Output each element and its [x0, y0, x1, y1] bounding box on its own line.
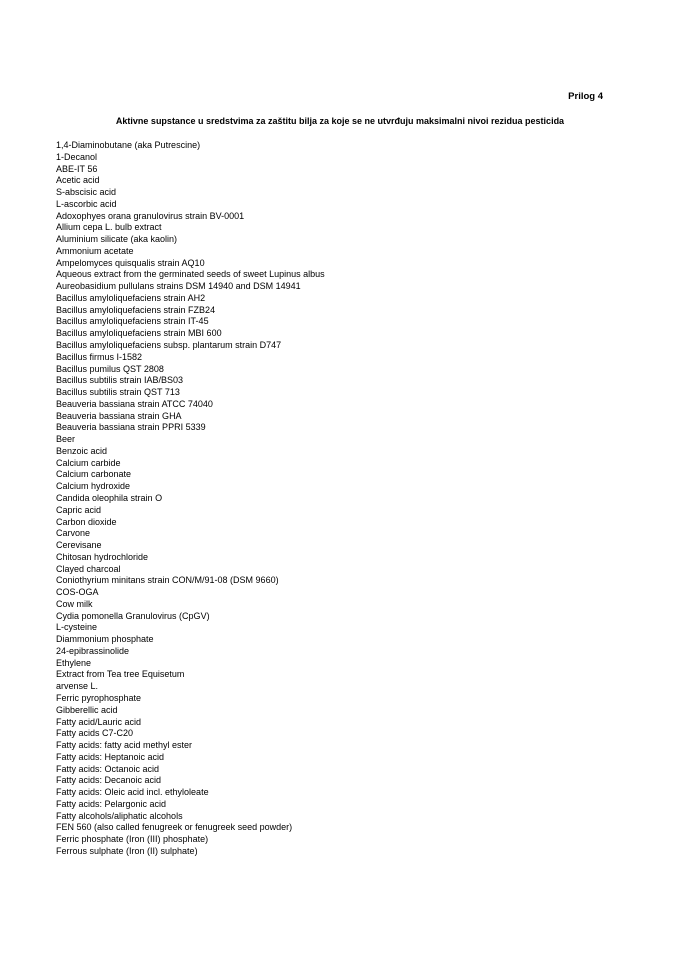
substance-item: Ferric phosphate (Iron (III) phosphate) — [56, 834, 209, 845]
substance-item: Cow milk — [56, 598, 93, 609]
substance-item: Ammonium acetate — [56, 245, 134, 256]
substance-item: Bacillus firmus I-1582 — [56, 351, 143, 362]
substance-item: Fatty acids: Oleic acid incl. ethyloleate — [56, 787, 209, 798]
substance-item: arvense L. — [56, 681, 99, 692]
substance-item: Benzoic acid — [56, 445, 108, 456]
substance-item: Carvone — [56, 528, 91, 539]
substance-item: FEN 560 (also called fenugreek or fenugreek seed powder) — [56, 822, 293, 833]
substance-item: Carbon dioxide — [56, 516, 117, 527]
substance-item: Calcium carbide — [56, 457, 121, 468]
substance-item: Cydia pomonella Granulovirus (CpGV) — [56, 610, 210, 621]
substance-item: Clayed charcoal — [56, 563, 121, 574]
substance-item: Fatty acids C7-C20 — [56, 728, 134, 739]
substance-item: Diammonium phosphate — [56, 634, 154, 645]
substance-item: Ferrous sulphate (Iron (II) sulphate) — [56, 845, 198, 856]
substance-item: Allium cepa L. bulb extract — [56, 222, 162, 233]
substance-item: Fatty acids: Octanoic acid — [56, 763, 160, 774]
substance-item: COS-OGA — [56, 587, 99, 598]
substance-item: Fatty acids: Decanoic acid — [56, 775, 162, 786]
substance-item: Calcium carbonate — [56, 469, 132, 480]
substance-item: Bacillus subtilis strain IAB/BS03 — [56, 375, 184, 386]
substance-item: Gibberellic acid — [56, 704, 118, 715]
substance-item: Bacillus amyloliquefaciens strain MBI 600 — [56, 328, 222, 339]
substance-item: Fatty acids: fatty acid methyl ester — [56, 740, 193, 751]
substance-item: Beauveria bassiana strain PPRI 5339 — [56, 422, 206, 433]
substance-item: Ethylene — [56, 657, 92, 668]
substance-item: Extract from Tea tree Equisetum — [56, 669, 185, 680]
substance-item: Capric acid — [56, 504, 102, 515]
substance-item: Coniothyrium minitans strain CON/M/91-08 (DSM 9660) — [56, 575, 279, 586]
substance-item: Cerevisane — [56, 540, 102, 551]
substance-item: 1-Decanol — [56, 151, 98, 162]
substance-item: Fatty acids: Pelargonic acid — [56, 798, 167, 809]
substance-item: S-abscisic acid — [56, 187, 117, 198]
substance-item: Aqueous extract from the germinated seeds of sweet Lupinus albus — [56, 269, 325, 280]
substance-item: Ampelomyces quisqualis strain AQ10 — [56, 257, 205, 268]
substance-item: Aureobasidium pullulans strains DSM 14940 and DSM 14941 — [56, 281, 301, 292]
substance-item: 1,4-Diaminobutane (aka Putrescine) — [56, 140, 201, 150]
substance-item: L-cysteine — [56, 622, 98, 633]
substance-item: Bacillus amyloliquefaciens subsp. plantarum strain D747 — [56, 340, 282, 351]
substance-item: Beauveria bassiana strain GHA — [56, 410, 182, 421]
substance-item: Candida oleophila strain O — [56, 492, 163, 503]
substance-item: Bacillus amyloliquefaciens strain FZB24 — [56, 304, 216, 315]
substance-item: Fatty acid/Lauric acid — [56, 716, 142, 727]
substance-item: L-ascorbic acid — [56, 198, 117, 209]
substance-list — [56, 140, 325, 858]
substance-item: Bacillus amyloliquefaciens strain AH2 — [56, 292, 206, 303]
substance-item: Ferric pyrophosphate — [56, 692, 142, 703]
substance-item: 24-epibrassinolide — [56, 645, 130, 656]
substance-item: Beer — [56, 434, 76, 445]
substance-item: Fatty alcohols/aliphatic alcohols — [56, 810, 183, 821]
substance-item: Chitosan hydrochloride — [56, 551, 149, 562]
substance-item: Calcium hydroxide — [56, 481, 131, 492]
substance-item: Bacillus pumilus QST 2808 — [56, 363, 164, 374]
substance-item: ABE-IT 56 — [56, 163, 98, 174]
substance-item: Aluminium silicate (aka kaolin) — [56, 234, 178, 245]
substance-item: Fatty acids: Heptanoic acid — [56, 751, 165, 762]
annex-label: Prilog 4 — [568, 91, 603, 102]
substance-item: Bacillus subtilis strain QST 713 — [56, 387, 180, 398]
page-title: Aktivne supstance u sredstvima za zaštitu bilja za koje se ne utvrđuju maksimalni nivoi rezidua pesticida — [115, 116, 565, 126]
substance-item: Bacillus amyloliquefaciens strain IT-45 — [56, 316, 209, 327]
substance-item: Acetic acid — [56, 175, 100, 186]
substance-item: Adoxophyes orana granulovirus strain BV-0001 — [56, 210, 245, 221]
substance-item: Beauveria bassiana strain ATCC 74040 — [56, 398, 213, 409]
